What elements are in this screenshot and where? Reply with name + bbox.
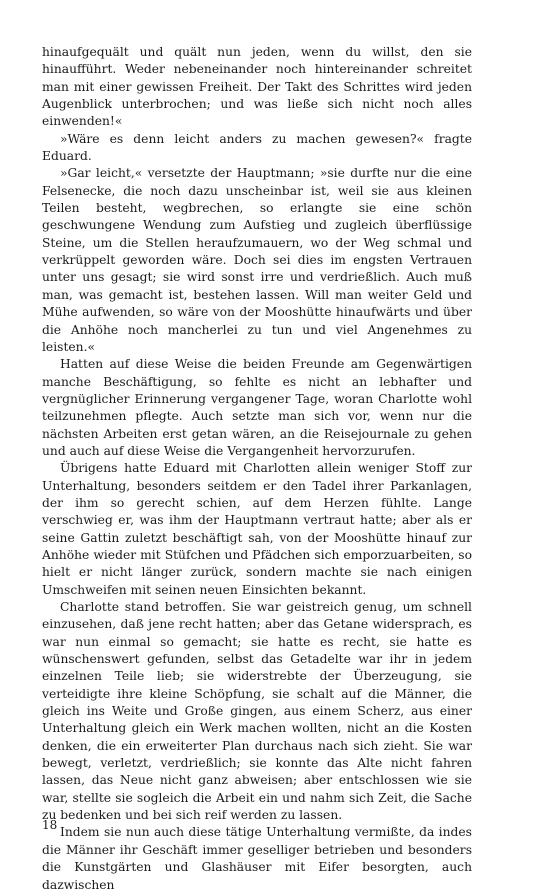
page-number: 18 (42, 818, 58, 832)
paragraph-eduard-question: »Wäre es denn leicht anders zu machen gewesen?« fragte Eduard. (42, 131, 472, 164)
paragraph-continuation: hinaufgequält und quält nun jeden, wenn du willst, den sie hinaufführt. Weder nebeneinander noch hintereinander schreitet man mit einer gewissen Freiheit. Der Takt des Schrittes wird jeden Augenblick unterbrochen; und was ließe sich nicht noch alles einwenden!« (42, 45, 472, 129)
paragraph-friends-occupation: Hatten auf diese Weise die beiden Freunde am Gegenwärtigen manche Beschäftigung, so fehlte es nicht an lebhafter und vergnüglicher Erinnerung vergangener Tage, woran Charlotte wohl teilzunehmen pflegte. Auch setzte man sich vor, wenn nur die nächsten Arbeiten erst getan wären, an die Reisejournale zu gehen und auch auf diese Weise die Vergangenheit hervorzurufen. (42, 357, 472, 458)
paragraph-charlotte-reaction: Charlotte stand betroffen. Sie war geistreich genug, um schnell einzusehen, daß jene recht hatten; aber das Getane widersprach, es war nun einmal so gemacht; sie hatte es recht, sie hatte es wünschenswert gefunden, selbst das Getadelte war ihr in jedem einzelnen Teile lieb; sie widerstrebte der Überzeugung, sie verteidigte ihre kleine Schöpfung, sie schalt auf die Männer, die gleich ins Weite und Große gingen, aus einem Scherz, aus einer Unterhaltung gleich ein Werk machen wollten, nicht an die Kosten denken, die ein erweiterter Plan durchaus nach sich zieht. Sie war bewegt, verletzt, verdrießlich; sie konnte das Alte nicht fahren lassen, das Neue nicht ganz abweisen; aber entschlossen wie sie war, stellte sie sogleich die Arbeit ein und nahm sich Zeit, die Sache zu bedenken und bei sich reif werden zu lassen. (42, 600, 472, 823)
paragraph-activity-missed: Indem sie nun auch diese tätige Unterhaltung vermißte, da indes die Männer ihr Geschäft immer geselliger betrieben und besonders die Kunstgärten und Glashäuser mit Eifer besorgten, auch dazwischen (42, 825, 472, 892)
paragraph-hauptmann-reply: »Gar leicht,« versetzte der Hauptmann; »sie durfte nur die eine Felsenecke, die noch dazu unscheinbar ist, weil sie aus kleinen Teilen besteht, wegbrechen, so erlangte sie eine schön geschwungene Wendung zum Aufstieg und zugleich überflüssige Steine, um die Stellen heraufzumauern, wo der Weg schmal und verkrüppelt geworden wäre. Doch sei dies im engsten Vertrauen unter uns gesagt; sie wird sonst irre und verdrießlich. Auch muß man, was gemacht ist, bestehen lassen. Will man weiter Geld und Mühe aufwenden, so wäre von der Mooshütte hinaufwärts und über die Anhöhe noch mancherlei zu tun und viel Angenehmes zu leisten.« (42, 166, 472, 354)
paragraph-eduard-charlotte: Übrigens hatte Eduard mit Charlotten allein weniger Stoff zur Unterhaltung, besonders seitdem er den Tadel ihrer Parkanlagen, der ihm so gerecht schien, auf dem Herzen fühlte. Lange verschwieg er, was ihm der Hauptmann vertraut hatte; aber als er seine Gattin zuletzt beschäftigt sah, von der Mooshütte hinauf zur Anhöhe wieder mit Stüfchen und Pfädchen sich emporzuarbeiten, so hielt er nicht länger zurück, sondern machte sie nach einigen Umschweifen mit seinen neuen Einsichten bekannt. (42, 461, 472, 597)
body-text (42, 44, 472, 894)
